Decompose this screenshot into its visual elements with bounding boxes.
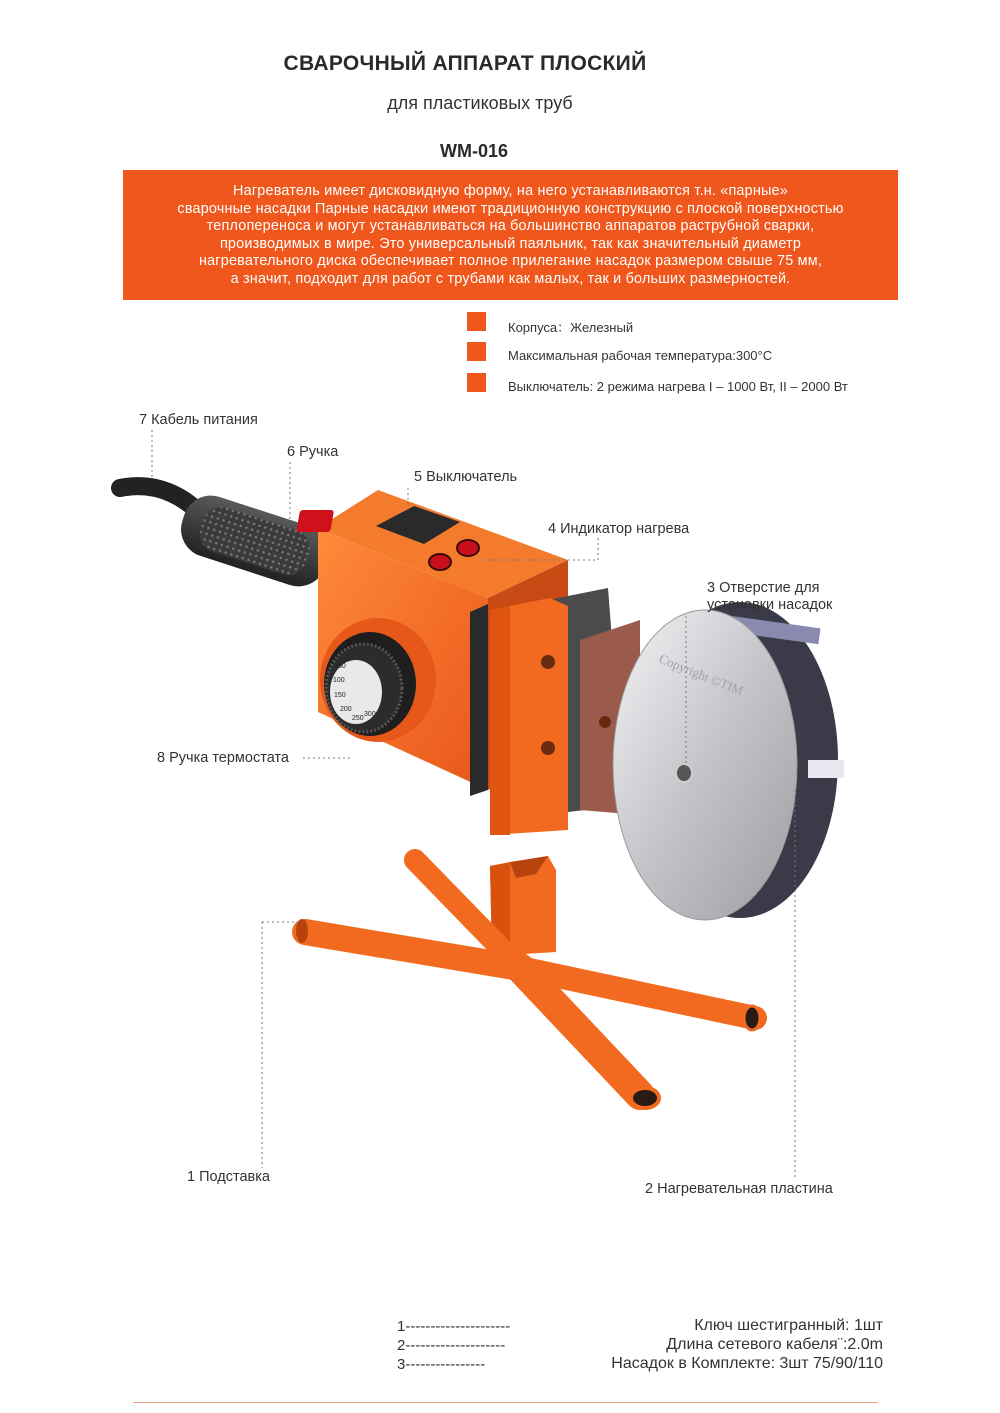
heating-disc — [613, 602, 844, 920]
package-item-hex-key: Ключ шестигранный: 1шт — [694, 1317, 883, 1334]
heat-indicator — [429, 554, 451, 570]
page-subtitle: для пластиковых труб — [387, 93, 573, 113]
bottom-divider — [133, 1402, 878, 1403]
mount-plate — [470, 604, 488, 796]
power-switch — [296, 510, 334, 532]
callout-thermostat-knob: 8 Ручка термостата — [157, 750, 289, 766]
dial-tick: 250 — [352, 715, 364, 722]
callout-nozzle-hole: 3 Отверстие для — [707, 580, 820, 596]
description-line: сварочные насадки Парные насадки имеют традиционную конструкцию с плоской поверхностью — [177, 200, 844, 217]
dial-tick: 100 — [333, 677, 345, 684]
nozzle-hole — [676, 764, 692, 782]
description-line: теплопереноса и могут устанавливаться на большинство аппаратов раструбной сварки, — [206, 218, 815, 235]
callout-heat-indicator: 4 Индикатор нагрева — [548, 521, 690, 537]
dial-tick: 50 — [338, 663, 346, 670]
spec-switch-modes: Выключатель: 2 режима нагрева I – 1000 Вт, II – 2000 Вт — [508, 379, 848, 394]
dial-tick: 200 — [340, 706, 352, 713]
description-line: Нагреватель имеет дисковидную форму, на него устанавливаются т.н. «парные» — [233, 183, 788, 199]
spec-max-temperature: Максимальная рабочая температура:300°C — [508, 348, 773, 363]
package-item-number: 1--------------------- — [397, 1318, 511, 1335]
spec-body-material: Корпуса：Железный — [508, 320, 634, 335]
callout-switch: 5 Выключатель — [414, 469, 518, 485]
model-number: WM-016 — [439, 141, 508, 161]
heat-indicator — [457, 540, 479, 556]
dial-tick: 150 — [334, 692, 346, 699]
watermark: Copyright ©TIM — [656, 650, 746, 699]
handle — [174, 488, 336, 593]
callout-nozzle-hole-2: установки насадок — [707, 597, 833, 613]
callout-handle: 6 Ручка — [287, 444, 339, 460]
description-line: а значит, подходит для работ с трубами как малых, так и больших размерностей. — [230, 270, 791, 287]
description-line: производимых в мире. Это универсальный паяльник, так как значительный диаметр — [219, 235, 802, 252]
page-title: СВАРОЧНЫЙ АППАРАТ ПЛОСКИЙ — [283, 52, 647, 75]
package-item-number: 2-------------------- — [397, 1337, 506, 1354]
dial-tick: 300 — [364, 711, 376, 718]
callout-stand: 1 Подставка — [187, 1169, 270, 1185]
package-item-nozzles: Насадок в Комплекте: 3шт 75/90/110 — [611, 1355, 883, 1372]
package-item-number: 3---------------- — [397, 1356, 486, 1373]
package-item-cable: Длина сетевого кабеля¨:2.0m — [666, 1336, 883, 1353]
callout-power-cable: 7 Кабель питания — [139, 412, 258, 428]
description-line: нагревательного диска обеспечивает полное прилегание насадок размером свыше 75 мм, — [198, 253, 823, 270]
thermostat-knob — [320, 618, 436, 742]
callout-heating-plate: 2 Нагревательная пластина — [645, 1181, 833, 1197]
